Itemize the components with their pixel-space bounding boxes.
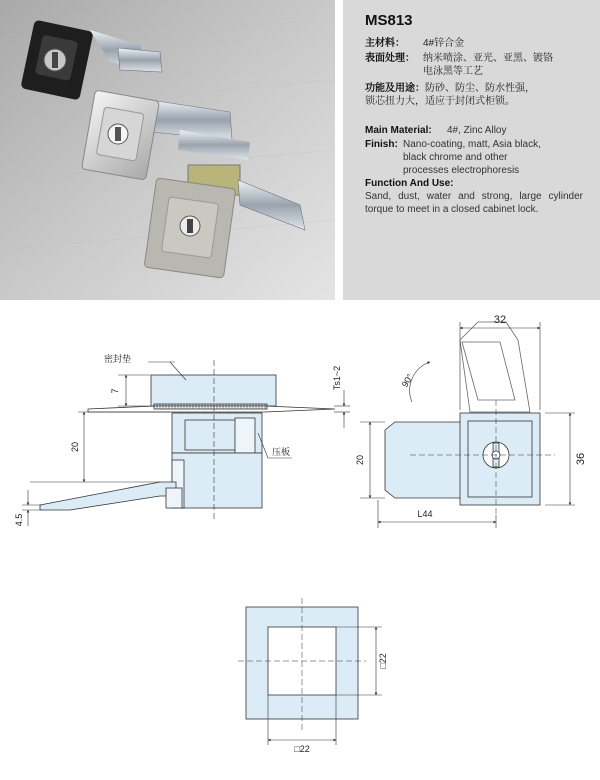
dim-7-label: 7 xyxy=(110,388,120,394)
dim-36-label: 36 xyxy=(575,452,587,466)
dim-ts-label: Ts1~2 xyxy=(332,365,342,391)
cn-use-value-1: 防砂、防尘、防水性强， xyxy=(425,83,535,94)
en-finish-value-2: black chrome and other xyxy=(403,152,508,163)
cn-finish-value-1: 纳米喷涂、亚光、亚黑、镀铬 xyxy=(423,53,553,64)
en-finish-label: Finish: xyxy=(365,139,398,150)
cutout-dim-vertical-label: □22 xyxy=(378,653,388,669)
dim-l44-label: L44 xyxy=(417,509,433,519)
rotation-90-label: 90° xyxy=(399,372,416,389)
front-view-drawing xyxy=(385,322,555,515)
cn-use-label: 功能及用途： xyxy=(365,83,425,94)
en-finish-value-3: processes electrophoresis xyxy=(403,165,520,176)
en-use-value: Sand, dust, water and strong, large cylinder torque to meet in a closed cabinet lock. xyxy=(365,191,583,215)
cn-finish-label: 表面处理： xyxy=(365,53,415,64)
en-use-label: Function And Use: xyxy=(365,178,454,189)
dim-20-side-label: 20 xyxy=(70,441,80,453)
cn-use-value-2: 锁芯扭力大，适应于封闭式柜锁。 xyxy=(365,96,515,107)
en-material-label: Main Material: xyxy=(365,125,432,136)
seal-gasket-label: 密封垫 xyxy=(104,354,132,364)
dim-4-5-label: 4.5 xyxy=(14,513,24,527)
panel-cutout-drawing xyxy=(238,598,366,730)
spec-panel xyxy=(343,0,600,300)
en-material-value: 4#, Zinc Alloy xyxy=(447,125,507,136)
cn-material-label: 主材料： xyxy=(365,38,405,49)
product-photo xyxy=(0,0,335,300)
technical-drawings xyxy=(0,300,600,780)
cn-material-value: 4#锌合金 xyxy=(423,38,465,49)
model-number: MS813 xyxy=(365,12,413,29)
cutout-dim-horizontal-label: □22 xyxy=(294,744,310,754)
pressure-plate-label: 压板 xyxy=(272,447,291,457)
dim-20-front-label: 20 xyxy=(355,454,365,466)
en-finish-value-1: Nano-coating, matt, Asia black, xyxy=(403,139,541,150)
dim-32-label: 32 xyxy=(493,314,507,326)
cn-finish-value-2: 电泳黑等工艺 xyxy=(423,66,483,77)
